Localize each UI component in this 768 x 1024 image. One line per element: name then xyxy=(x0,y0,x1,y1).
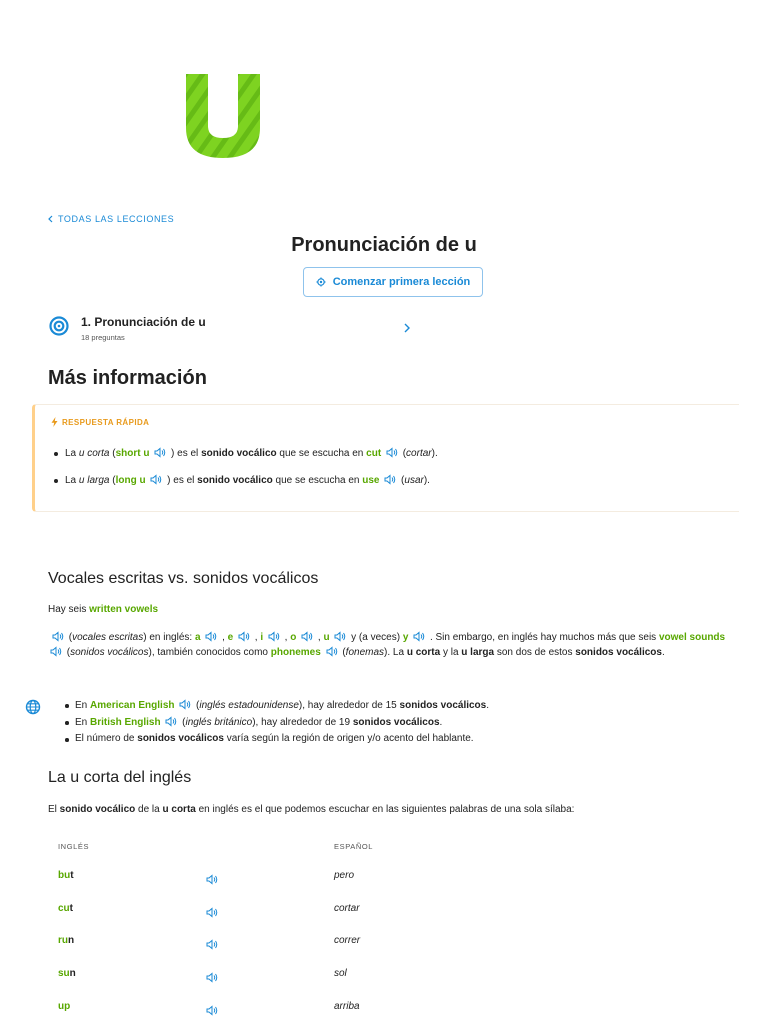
table-cell-spanish: arriba xyxy=(334,1001,360,1012)
list-item: El número de sonidos vocálicos varía según la región de origen y/o acento del hablante. xyxy=(75,733,474,744)
speaker-icon[interactable] xyxy=(238,631,250,642)
quick-answer-item: La u larga (long u ) es el sonido vocálico que se escucha en use (usar). xyxy=(65,475,430,486)
gear-icon xyxy=(316,277,326,287)
table-cell-spanish: pero xyxy=(334,870,355,881)
chevron-left-icon xyxy=(48,215,53,223)
speaker-icon[interactable] xyxy=(301,631,313,642)
page-title: Pronunciación de u xyxy=(291,234,477,256)
speaker-icon[interactable] xyxy=(386,447,398,458)
back-link-label: TODAS LAS LECCIONES xyxy=(58,214,175,224)
list-item: En American English (inglés estadounidense), hay alrededor de 15 sonidos vocálicos. xyxy=(75,700,490,711)
table-cell-spanish: cortar xyxy=(334,903,360,914)
hero-u-graphic xyxy=(184,72,262,160)
speaker-icon[interactable] xyxy=(206,937,218,948)
table-cell-english: cut xyxy=(58,903,74,914)
table-cell-english: but xyxy=(58,870,74,881)
speaker-icon[interactable] xyxy=(206,905,218,916)
speaker-icon[interactable] xyxy=(179,699,191,710)
lesson-item[interactable] xyxy=(48,308,416,348)
more-info-heading: Más información xyxy=(48,367,207,389)
speaker-icon[interactable] xyxy=(205,631,217,642)
table-cell-spanish: sol xyxy=(334,968,347,979)
table-cell-english: run xyxy=(58,935,75,946)
speaker-icon[interactable] xyxy=(150,474,162,485)
paragraph: El sonido vocálico de la u corta en inglés es el que podemos escuchar en las siguientes palabras de una sola sílaba: xyxy=(48,804,575,815)
chevron-right-icon xyxy=(402,322,412,334)
quick-answer-box xyxy=(32,404,739,512)
start-button-label: Comenzar primera lección xyxy=(332,276,471,288)
lesson-question-count: 18 preguntas xyxy=(81,333,125,342)
section-heading-vowels: Vocales escritas vs. sonidos vocálicos xyxy=(48,570,319,587)
table-cell-english: up xyxy=(58,1001,71,1012)
speaker-icon[interactable] xyxy=(154,447,166,458)
speaker-icon[interactable] xyxy=(206,1003,218,1014)
quick-answer-item: La u corta (short u ) es el sonido vocálico que se escucha en cut (cortar). xyxy=(65,448,438,459)
speaker-icon[interactable] xyxy=(206,872,218,883)
speaker-icon[interactable] xyxy=(50,646,62,657)
back-to-lessons-link[interactable] xyxy=(48,214,174,224)
speaker-icon[interactable] xyxy=(52,631,64,642)
table-header-spanish: ESPAÑOL xyxy=(334,842,374,851)
table-header-english: INGLÉS xyxy=(58,842,90,851)
speaker-icon[interactable] xyxy=(334,631,346,642)
speaker-icon[interactable] xyxy=(268,631,280,642)
lesson-title: 1. Pronunciación de u xyxy=(81,315,206,329)
start-first-lesson-button[interactable] xyxy=(303,267,483,297)
list-item: En British English (inglés británico), hay alrededor de 19 sonidos vocálicos. xyxy=(75,717,443,728)
speaker-icon[interactable] xyxy=(326,646,338,657)
target-icon xyxy=(48,315,70,337)
paragraph: Hay seis written vowels xyxy=(48,604,159,615)
table-cell-english: sun xyxy=(58,968,76,979)
globe-icon xyxy=(25,699,41,715)
speaker-icon[interactable] xyxy=(206,970,218,981)
speaker-icon[interactable] xyxy=(413,631,425,642)
section-heading-short-u: La u corta del inglés xyxy=(48,769,192,786)
paragraph: (vocales escritas) en inglés: a , e , i , o , u y (a veces) y . Sin embargo, en inglés hay muchos más que seis vowel sounds (sonidos vocálicos), también conocidos como phonemes (fonemas). La u corta y la u larga son dos de estos sonidos vocálicos. xyxy=(48,631,728,660)
speaker-icon[interactable] xyxy=(384,474,396,485)
table-cell-spanish: correr xyxy=(334,935,361,946)
speaker-icon[interactable] xyxy=(165,716,177,727)
quick-answer-label: RESPUESTA RÁPIDA xyxy=(51,417,149,427)
lightning-icon xyxy=(51,417,58,427)
